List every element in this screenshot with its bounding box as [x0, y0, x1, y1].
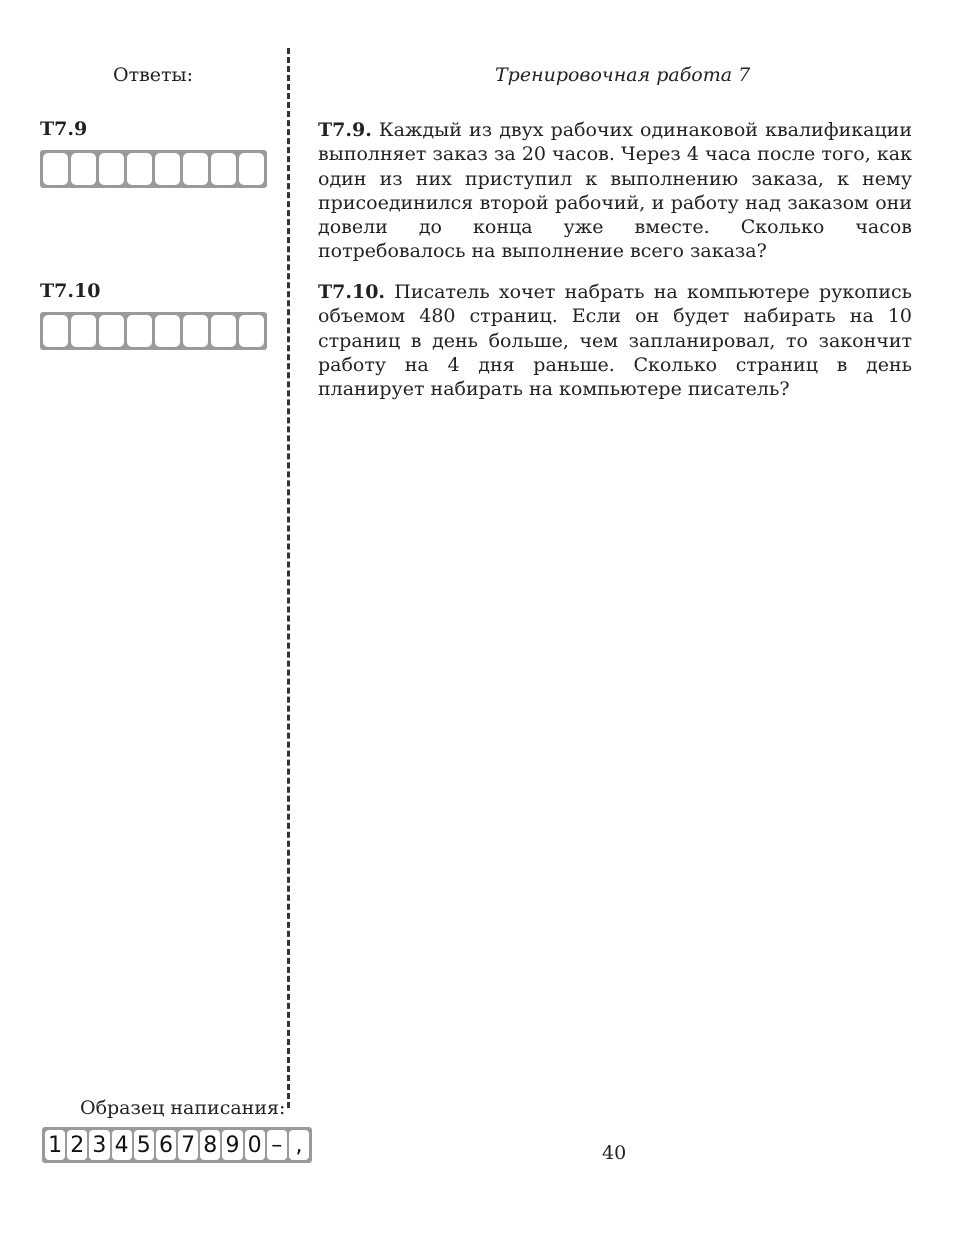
answer-cell[interactable] [43, 315, 68, 347]
answer-cell[interactable] [211, 315, 236, 347]
answer-cell[interactable] [71, 153, 96, 185]
answer-cell[interactable] [183, 153, 208, 185]
answer-field-t7-9[interactable] [40, 150, 267, 188]
work-title: Тренировочная работа 7 [495, 64, 751, 86]
answer-field-t7-10[interactable] [40, 312, 267, 350]
problem-id: T7.10. [318, 281, 386, 303]
sample-char: – [267, 1130, 287, 1160]
answer-cell[interactable] [99, 153, 124, 185]
answer-cell[interactable] [239, 315, 264, 347]
sample-char: 9 [222, 1130, 242, 1160]
sample-char: 5 [134, 1130, 154, 1160]
sample-label: Образец написания: [80, 1097, 286, 1119]
answer-cell[interactable] [183, 315, 208, 347]
sample-char: 8 [200, 1130, 220, 1160]
problem-t7-10 [318, 280, 912, 401]
sample-writing-grid [42, 1127, 312, 1163]
answer-cell[interactable] [127, 315, 152, 347]
sample-char: 7 [178, 1130, 198, 1160]
sample-char: 4 [112, 1130, 132, 1160]
sample-char: 0 [245, 1130, 265, 1160]
sample-char: 2 [67, 1130, 87, 1160]
cut-line-divider [287, 48, 290, 1108]
answer-cell[interactable] [155, 153, 180, 185]
answer-cell[interactable] [155, 315, 180, 347]
answer-label-t7-10: T7.10 [40, 280, 101, 302]
sample-char: , [289, 1130, 309, 1160]
answer-cell[interactable] [99, 315, 124, 347]
sample-char: 6 [156, 1130, 176, 1160]
sample-char: 1 [45, 1130, 65, 1160]
answer-cell[interactable] [43, 153, 68, 185]
problem-text: Каждый из двух рабочих одинаковой квалификации выполняет заказ за 20 часов. Через 4 часа после того, как один из них приступил к выполнению заказа, к нему присоединился второй рабочий, и работу над заказом они довели до конца уже вместе. Сколько часов потребовалось на выполнение всего заказа? [318, 119, 912, 263]
page-number: 40 [602, 1142, 627, 1164]
problem-id: T7.9. [318, 119, 372, 141]
answer-label-t7-9: T7.9 [40, 118, 88, 140]
answers-title: Ответы: [113, 64, 194, 86]
problem-t7-9 [318, 118, 912, 264]
answer-cell[interactable] [71, 315, 96, 347]
problem-text: Писатель хочет набрать на компьютере рукопись объемом 480 страниц. Если он будет набирать на 10 страниц в день больше, чем запланировал, то закончит работу на 4 дня раньше. Сколько страниц в день планирует набирать на компьютере писатель? [318, 281, 912, 401]
sample-char: 3 [89, 1130, 109, 1160]
answer-cell[interactable] [239, 153, 264, 185]
answer-cell[interactable] [211, 153, 236, 185]
answer-cell[interactable] [127, 153, 152, 185]
